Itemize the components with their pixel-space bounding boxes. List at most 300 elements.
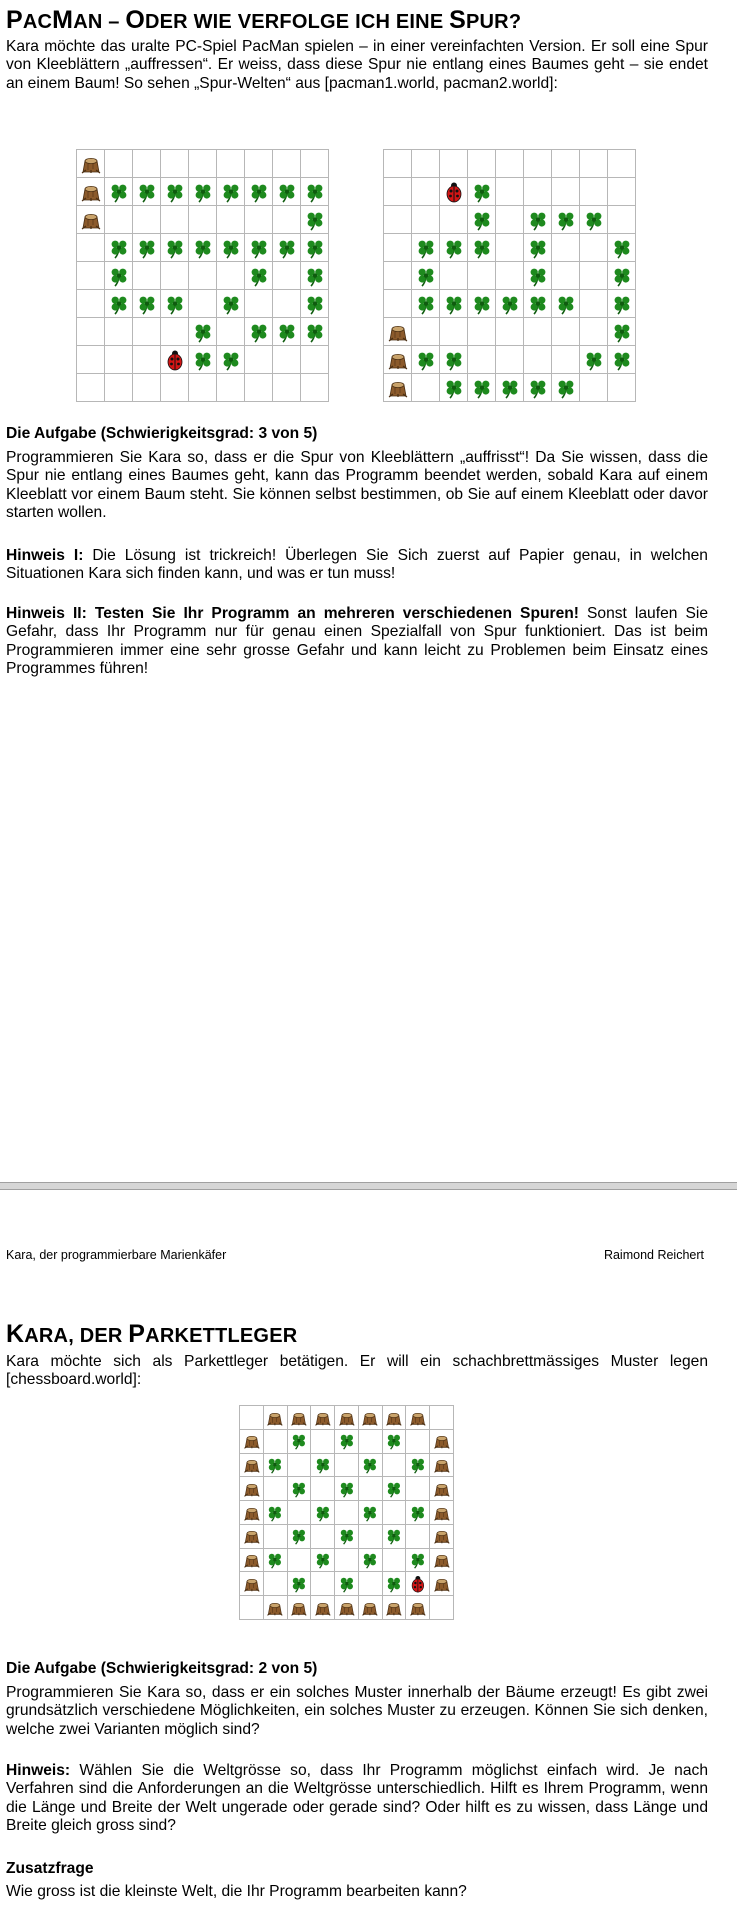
world-cell — [77, 318, 105, 346]
world-cell — [608, 346, 636, 374]
world-cell — [335, 1596, 359, 1620]
world-cell — [311, 1572, 335, 1596]
world-cell — [383, 1454, 407, 1478]
world-cell — [311, 1454, 335, 1478]
cloverleaf-icon — [526, 376, 550, 400]
world-cell — [430, 1525, 454, 1549]
tree-stump-icon — [242, 1503, 262, 1523]
world-cell — [288, 1430, 312, 1454]
world-cell — [311, 1525, 335, 1549]
world-cell — [288, 1596, 312, 1620]
world-cell — [468, 234, 496, 262]
world-cell — [288, 1549, 312, 1573]
cloverleaf-icon — [163, 180, 187, 204]
world-cell — [359, 1549, 383, 1573]
world-cell — [430, 1596, 454, 1620]
world-cell — [524, 290, 552, 318]
world-cell — [359, 1501, 383, 1525]
world-cell — [264, 1549, 288, 1573]
world-cell — [383, 1525, 407, 1549]
world-cell — [133, 318, 161, 346]
cloverleaf-icon — [107, 264, 131, 288]
world-cell — [608, 178, 636, 206]
world-cell — [359, 1454, 383, 1478]
world-cell — [335, 1549, 359, 1573]
world-cell — [383, 1501, 407, 1525]
world-cell — [552, 150, 580, 178]
world-cell — [552, 178, 580, 206]
cloverleaf-icon — [610, 236, 634, 260]
world-cell — [608, 374, 636, 402]
world-cell — [335, 1501, 359, 1525]
world-cell — [77, 150, 105, 178]
cloverleaf-icon — [610, 264, 634, 288]
cloverleaf-icon — [219, 236, 243, 260]
cloverleaf-icon — [337, 1526, 357, 1546]
tree-stump-icon — [432, 1574, 452, 1594]
world-cell — [406, 1525, 430, 1549]
cloverleaf-icon — [303, 208, 327, 232]
cloverleaf-icon — [265, 1503, 285, 1523]
cloverleaf-icon — [414, 292, 438, 316]
world-cell — [273, 178, 301, 206]
world-cell — [264, 1406, 288, 1430]
world-cell — [105, 262, 133, 290]
world-cell — [430, 1549, 454, 1573]
world-cell — [217, 290, 245, 318]
world-cell — [245, 234, 273, 262]
world-cell — [273, 318, 301, 346]
world-cell — [105, 318, 133, 346]
world-cell — [496, 150, 524, 178]
world-cell — [580, 150, 608, 178]
tree-stump-icon — [313, 1598, 333, 1618]
world-cell — [384, 346, 412, 374]
world-cell — [359, 1430, 383, 1454]
world-cell — [161, 374, 189, 402]
world-cell — [468, 374, 496, 402]
world-cell — [430, 1572, 454, 1596]
world-cell — [524, 318, 552, 346]
tree-stump-icon — [408, 1598, 428, 1618]
world-cell — [440, 150, 468, 178]
world-cell — [383, 1596, 407, 1620]
tree-stump-icon — [432, 1503, 452, 1523]
world-cell — [496, 262, 524, 290]
hint-2-paragraph — [6, 605, 708, 679]
cloverleaf-icon — [414, 236, 438, 260]
world-cell — [406, 1572, 430, 1596]
cloverleaf-icon — [191, 236, 215, 260]
world-cell — [161, 150, 189, 178]
cloverleaf-icon — [107, 180, 131, 204]
world-cell — [133, 262, 161, 290]
world-cell — [311, 1596, 335, 1620]
world-cell — [288, 1525, 312, 1549]
cloverleaf-icon — [303, 180, 327, 204]
tree-stump-icon — [289, 1598, 309, 1618]
world-cell — [412, 206, 440, 234]
world-cell — [77, 178, 105, 206]
world-cell — [406, 1549, 430, 1573]
cloverleaf-icon — [303, 236, 327, 260]
world-cell — [580, 290, 608, 318]
world-cell — [524, 346, 552, 374]
world-cell — [264, 1501, 288, 1525]
tree-stump-icon — [289, 1408, 309, 1428]
cloverleaf-icon — [135, 180, 159, 204]
world-cell — [412, 318, 440, 346]
world-cell — [240, 1525, 264, 1549]
tree-stump-icon — [242, 1574, 262, 1594]
world-cell — [288, 1406, 312, 1430]
world-cell — [335, 1454, 359, 1478]
world-cell — [245, 374, 273, 402]
cloverleaf-icon — [303, 292, 327, 316]
world-cell — [240, 1596, 264, 1620]
world-cell — [468, 150, 496, 178]
world-cell — [105, 374, 133, 402]
world-cell — [217, 346, 245, 374]
world-cell — [288, 1454, 312, 1478]
world-cell — [412, 262, 440, 290]
world-cell — [580, 374, 608, 402]
cloverleaf-icon — [554, 208, 578, 232]
cloverleaf-icon — [289, 1574, 309, 1594]
tree-stump-icon — [360, 1598, 380, 1618]
world-cell — [189, 150, 217, 178]
task-heading-2: Die Aufgabe (Schwierigkeitsgrad: 2 von 5) — [6, 1660, 318, 1677]
tree-stump-icon — [432, 1526, 452, 1546]
world-cell — [552, 290, 580, 318]
world-cell — [608, 206, 636, 234]
world-cell — [440, 262, 468, 290]
world-cell — [580, 206, 608, 234]
world-cell — [552, 206, 580, 234]
cloverleaf-icon — [337, 1479, 357, 1499]
world-cell — [383, 1572, 407, 1596]
cloverleaf-icon — [247, 236, 271, 260]
world-cell — [288, 1477, 312, 1501]
world-cell — [524, 178, 552, 206]
cloverleaf-icon — [470, 292, 494, 316]
world-cell — [105, 206, 133, 234]
world-cell — [524, 374, 552, 402]
world-cell — [383, 1430, 407, 1454]
tree-stump-icon — [360, 1408, 380, 1428]
world-cell — [430, 1454, 454, 1478]
world-cell — [264, 1525, 288, 1549]
tree-stump-icon — [432, 1455, 452, 1475]
world-cell — [359, 1406, 383, 1430]
tree-stump-icon — [242, 1431, 262, 1451]
world-cell — [468, 178, 496, 206]
hint-1-label: Hinweis I: — [6, 547, 84, 564]
world-cell — [217, 374, 245, 402]
world-cell — [240, 1454, 264, 1478]
world-cell — [273, 234, 301, 262]
tree-stump-icon — [384, 1598, 404, 1618]
cloverleaf-icon — [442, 292, 466, 316]
cloverleaf-icon — [337, 1431, 357, 1451]
world-cell — [440, 178, 468, 206]
world-cell — [524, 150, 552, 178]
world-cell — [406, 1477, 430, 1501]
cloverleaf-icon — [135, 292, 159, 316]
world-cell — [580, 346, 608, 374]
hint-1-text: Die Lösung ist trickreich! Überlegen Sie Sich zuerst auf Papier genau, in welchen Situationen Kara sich finden kann, und was er tun muss! — [6, 547, 708, 583]
tree-stump-icon — [384, 1408, 404, 1428]
cloverleaf-icon — [384, 1574, 404, 1594]
cloverleaf-icon — [275, 320, 299, 344]
ladybug-icon — [163, 348, 187, 372]
cloverleaf-icon — [526, 208, 550, 232]
world-cell — [301, 150, 329, 178]
world-cell — [240, 1501, 264, 1525]
world-cell — [161, 318, 189, 346]
world-cell — [311, 1501, 335, 1525]
world-cell — [301, 262, 329, 290]
world-cell — [580, 178, 608, 206]
world-cell — [359, 1477, 383, 1501]
world-cell — [496, 234, 524, 262]
world-cell — [524, 206, 552, 234]
world-cell — [189, 318, 217, 346]
world-cell — [468, 318, 496, 346]
cloverleaf-icon — [408, 1503, 428, 1523]
tree-stump-icon — [242, 1479, 262, 1499]
world-cell — [383, 1406, 407, 1430]
world-cell — [406, 1501, 430, 1525]
tree-stump-icon — [432, 1550, 452, 1570]
world-cell — [335, 1406, 359, 1430]
hint-text-2: Wählen Sie die Weltgrösse so, dass Ihr Programm möglichst einfach wird. Je nach Verfahren sind die Anforderungen an die Weltgrösse unterschiedlich. Hilft es Ihrem Programm, wenn die Länge und Breite der Welt ungerade oder gerade sind? Oder hilft es zu wissen, dass Länge und Breite gleich gross sind? — [6, 1762, 708, 1835]
hint-1-paragraph — [6, 547, 708, 584]
world-cell — [133, 290, 161, 318]
world-cell — [384, 318, 412, 346]
world-cell — [359, 1596, 383, 1620]
cloverleaf-icon — [275, 236, 299, 260]
tree-stump-icon — [386, 376, 410, 400]
world-cell — [440, 318, 468, 346]
world-cell — [161, 290, 189, 318]
world-cell — [301, 178, 329, 206]
world-cell — [496, 318, 524, 346]
cloverleaf-icon — [191, 320, 215, 344]
cloverleaf-icon — [610, 292, 634, 316]
cloverleaf-icon — [384, 1431, 404, 1451]
world-cell — [189, 234, 217, 262]
tree-stump-icon — [79, 152, 103, 176]
world-cell — [245, 318, 273, 346]
world-cell — [580, 318, 608, 346]
world-cell — [468, 206, 496, 234]
cloverleaf-icon — [554, 376, 578, 400]
world-cell — [406, 1430, 430, 1454]
hint-2-text: Sonst laufen Sie Gefahr, dass Ihr Programm nur für genau einen Spezialfall von Spur funktioniert. Das ist beim Programmieren immer eine sehr grosse Gefahr und kann leicht zu Problemen beim Einsatz eines Programmes führen! — [6, 605, 708, 678]
world-cell — [383, 1477, 407, 1501]
world-cell — [335, 1477, 359, 1501]
world-cell — [189, 374, 217, 402]
world-cell — [77, 290, 105, 318]
world-cell — [524, 262, 552, 290]
ladybug-icon — [408, 1574, 428, 1594]
world-cell — [440, 234, 468, 262]
header-right: Raimond Reichert — [603, 1248, 704, 1262]
world-cell — [440, 346, 468, 374]
cloverleaf-icon — [526, 236, 550, 260]
tree-stump-icon — [313, 1408, 333, 1428]
tree-stump-icon — [386, 320, 410, 344]
cloverleaf-icon — [442, 236, 466, 260]
world-cell — [468, 346, 496, 374]
world-cell — [430, 1430, 454, 1454]
cloverleaf-icon — [247, 180, 271, 204]
world-cell — [608, 262, 636, 290]
world-cell — [273, 374, 301, 402]
cloverleaf-icon — [498, 376, 522, 400]
task-paragraph-2: Programmieren Sie Kara so, dass er ein solches Muster innerhalb der Bäume erzeugt! Es gibt zwei grundsätzlich verschiedene Möglichkeiten, ein solches Muster zu erzeugen. Können Sie sich denken, welche zwei Varianten möglich sind? — [6, 1684, 708, 1738]
world-cell — [105, 234, 133, 262]
world-cell — [552, 262, 580, 290]
world-cell — [217, 318, 245, 346]
world-cell — [440, 290, 468, 318]
cloverleaf-icon — [384, 1479, 404, 1499]
cloverleaf-icon — [247, 264, 271, 288]
world-cell — [264, 1572, 288, 1596]
world-cell — [189, 178, 217, 206]
world-cell — [384, 262, 412, 290]
world-cell — [77, 234, 105, 262]
task-paragraph: Programmieren Sie Kara so, dass er die Spur von Kleeblättern „auffrisst“! Da Sie wissen, dass die Spur nie entlang eines Baumes geht, kann das Programm beendet werden, sobald Kara auf einem Kleeblatt vor einem Baum steht. Sie können selbst bestimmen, ob Sie auf einem Kleeblatt oder davor starten wollen. — [6, 449, 708, 522]
cloverleaf-icon — [360, 1503, 380, 1523]
world-cell — [468, 290, 496, 318]
cloverleaf-icon — [582, 208, 606, 232]
cloverleaf-icon — [582, 348, 606, 372]
world-cell — [105, 178, 133, 206]
cloverleaf-icon — [219, 292, 243, 316]
world-cell — [245, 206, 273, 234]
world-cell — [217, 150, 245, 178]
world-cell — [608, 290, 636, 318]
world-cell — [335, 1572, 359, 1596]
cloverleaf-icon — [414, 348, 438, 372]
world-cell — [273, 262, 301, 290]
world-cell — [217, 178, 245, 206]
cloverleaf-icon — [384, 1526, 404, 1546]
world-cell — [552, 374, 580, 402]
world-cell — [240, 1549, 264, 1573]
world-cell — [335, 1525, 359, 1549]
world-cell — [384, 206, 412, 234]
world-cell — [105, 346, 133, 374]
cloverleaf-icon — [247, 320, 271, 344]
cloverleaf-icon — [289, 1479, 309, 1499]
cloverleaf-icon — [408, 1455, 428, 1475]
world-cell — [552, 234, 580, 262]
world-cell — [301, 234, 329, 262]
hint-paragraph-2 — [6, 1762, 708, 1836]
tree-stump-icon — [432, 1431, 452, 1451]
cloverleaf-icon — [265, 1550, 285, 1570]
page-separator — [0, 1182, 737, 1190]
extra-question-text: Wie gross ist die kleinste Welt, die Ihr Programm bearbeiten kann? — [6, 1883, 467, 1900]
world-cell — [496, 346, 524, 374]
world-cell — [133, 206, 161, 234]
world-cell — [412, 346, 440, 374]
world-cell — [264, 1477, 288, 1501]
world-cell — [264, 1454, 288, 1478]
cloverleaf-icon — [442, 376, 466, 400]
cloverleaf-icon — [470, 208, 494, 232]
cloverleaf-icon — [303, 264, 327, 288]
world-cell — [311, 1430, 335, 1454]
cloverleaf-icon — [313, 1455, 333, 1475]
world-cell — [468, 262, 496, 290]
tree-stump-icon — [242, 1455, 262, 1475]
cloverleaf-icon — [360, 1550, 380, 1570]
world-cell — [288, 1572, 312, 1596]
world-cell — [105, 150, 133, 178]
cloverleaf-icon — [610, 348, 634, 372]
world-cell — [245, 290, 273, 318]
cloverleaf-icon — [135, 236, 159, 260]
world-cell — [580, 234, 608, 262]
cloverleaf-icon — [313, 1550, 333, 1570]
world-cell — [552, 346, 580, 374]
tree-stump-icon — [408, 1408, 428, 1428]
world-cell — [240, 1572, 264, 1596]
world-cell — [240, 1430, 264, 1454]
world-cell — [552, 318, 580, 346]
tree-stump-icon — [79, 208, 103, 232]
cloverleaf-icon — [289, 1526, 309, 1546]
world-cell — [133, 178, 161, 206]
world-grid-pacman1 — [76, 149, 329, 402]
world-cell — [301, 290, 329, 318]
cloverleaf-icon — [107, 292, 131, 316]
world-cell — [496, 206, 524, 234]
world-cell — [133, 150, 161, 178]
world-cell — [301, 374, 329, 402]
world-cell — [384, 178, 412, 206]
cloverleaf-icon — [219, 180, 243, 204]
world-cell — [77, 346, 105, 374]
cloverleaf-icon — [219, 348, 243, 372]
world-cell — [406, 1596, 430, 1620]
world-cell — [311, 1549, 335, 1573]
cloverleaf-icon — [275, 180, 299, 204]
cloverleaf-icon — [554, 292, 578, 316]
cloverleaf-icon — [408, 1550, 428, 1570]
task-heading: Die Aufgabe (Schwierigkeitsgrad: 3 von 5) — [6, 425, 318, 442]
world-cell — [311, 1477, 335, 1501]
ladybug-icon — [442, 180, 466, 204]
tree-stump-icon — [386, 348, 410, 372]
cloverleaf-icon — [414, 264, 438, 288]
world-cell — [245, 346, 273, 374]
world-cell — [161, 178, 189, 206]
world-cell — [273, 346, 301, 374]
cloverleaf-icon — [498, 292, 522, 316]
cloverleaf-icon — [526, 292, 550, 316]
cloverleaf-icon — [107, 236, 131, 260]
world-cell — [335, 1430, 359, 1454]
world-cell — [359, 1525, 383, 1549]
world-cell — [264, 1430, 288, 1454]
world-cell — [384, 290, 412, 318]
world-cell — [77, 262, 105, 290]
